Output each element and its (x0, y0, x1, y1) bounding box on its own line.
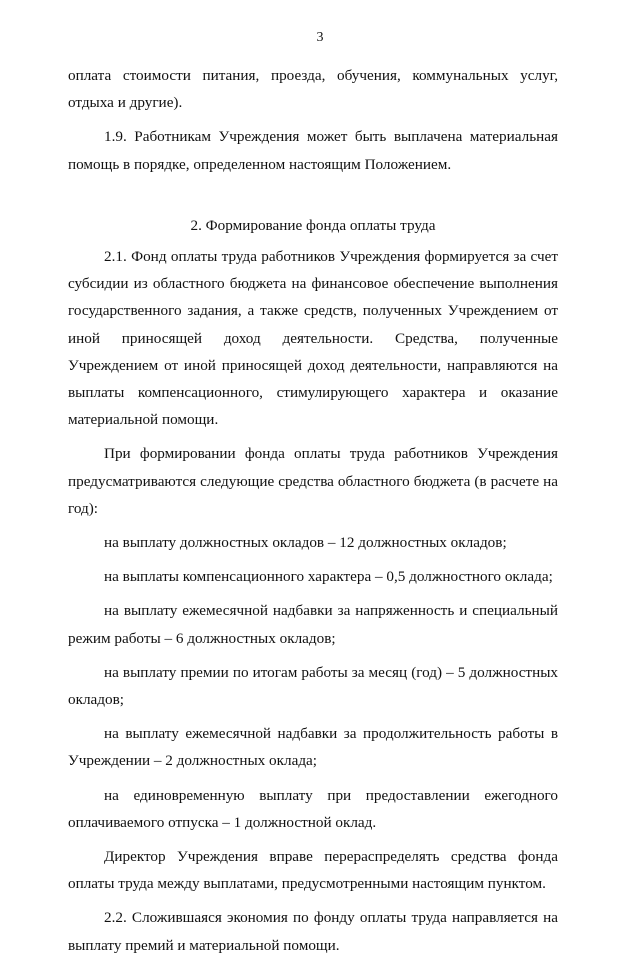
paragraph-2-2: 2.2. Сложившаяся экономия по фонду оплаты труда направляется на выплату премий и материальной помощи. (68, 909, 558, 954)
list-item-compensation: на выплаты компенсационного характера – 0,5 должностного оклада; (104, 568, 553, 586)
list-item-monthly-premium: на выплату премии по итогам работы за месяц (год) – 5 должностных окладов; (68, 663, 558, 709)
paragraph-budget-intro: При формировании фонда оплаты труда работников Учреждения предусматриваются следующие средства областного бюджета (в расчете на год): (68, 445, 558, 517)
list-item-vacation-payment: на единовременную выплату при предоставлении ежегодного оплачиваемого отпуска – 1 должностной оклад. (68, 786, 558, 831)
paragraph-continuation: оплата стоимости питания, проезда, обучения, коммунальных услуг, отдыха и другие). (68, 67, 558, 112)
list-item-tension-bonus: на выплату ежемесячной надбавки за напряженность и специальный режим работы – 6 должностных окладов; (68, 602, 558, 647)
paragraph-1-9: 1.9. Работникам Учреждения может быть выплачена материальная помощь в порядке, определенном настоящим Положением. (68, 128, 558, 173)
paragraph-2-1: 2.1. Фонд оплаты труда работников Учреждения формируется за счет субсидии из областного бюджета на финансовое обеспечение выполнения государственного задания, а также средств, полученных Учреждением от иной приносящей доход деятельности. Средства, полученные Учреждением от иной приносящей доход деятельности, направляются на выплаты компенсационного, стимулирующего характера и оказание материальной помощи. (68, 248, 558, 429)
list-item-salaries: на выплату должностных окладов – 12 должностных окладов; (104, 534, 507, 552)
list-item-seniority-bonus: на выплату ежемесячной надбавки за продолжительность работы в Учреждении – 2 должностных оклада; (68, 725, 558, 770)
document-body (68, 62, 558, 959)
paragraph-director: Директор Учреждения вправе перераспределять средства фонда оплаты труда между выплатами, предусмотренными настоящим пунктом. (68, 848, 558, 893)
page-number: 3 (316, 30, 324, 45)
section-heading: 2. Формирование фонда оплаты труда (190, 216, 436, 234)
